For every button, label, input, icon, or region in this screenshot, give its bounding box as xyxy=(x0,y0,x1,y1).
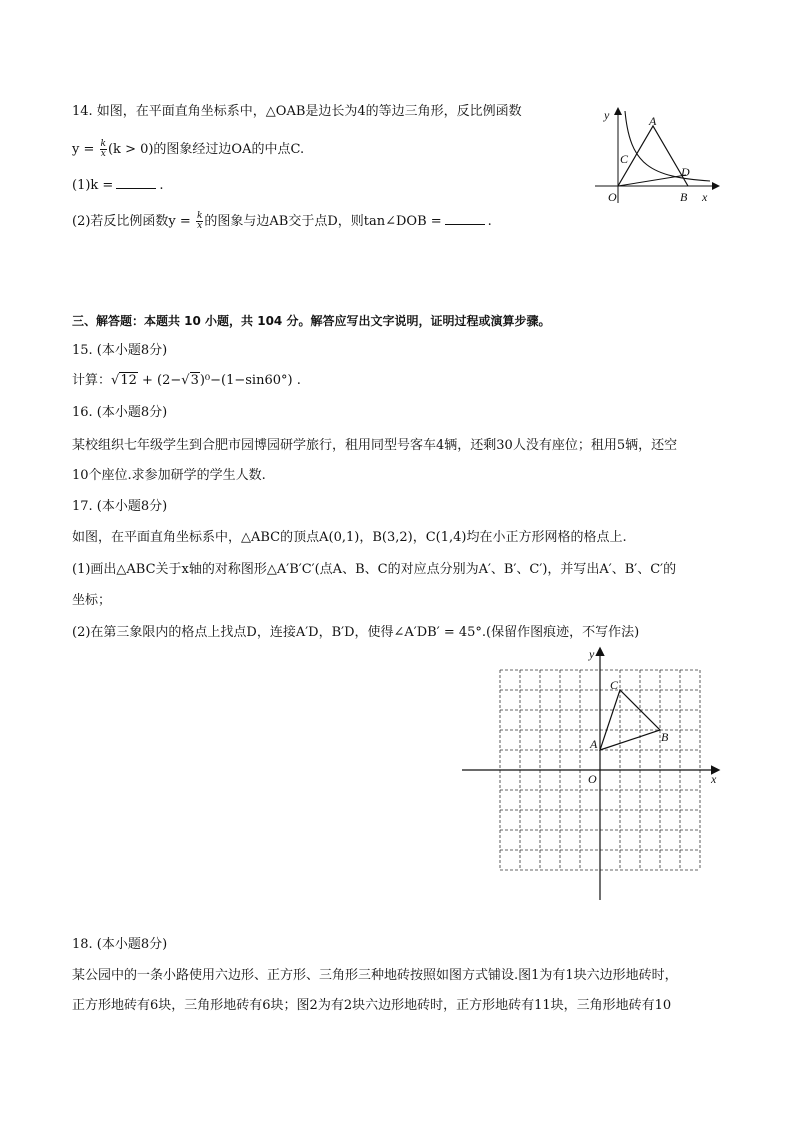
answer-blank-2[interactable] xyxy=(445,212,485,225)
q15-pre: 计算： xyxy=(72,373,112,388)
q17-label-b: B xyxy=(661,730,669,744)
q16-header: 16. (本小题8分) xyxy=(72,405,168,420)
q17-line2: (1)画出△ABC关于x轴的对称图形△A′B′C′(点A、B、C的对应点分别为A′、B′、C′)，并写出A′、B′、C′的 xyxy=(72,562,677,577)
q15-post: )⁰−(1−sin60°) . xyxy=(199,373,301,388)
q15-mid: + (2− xyxy=(137,373,182,388)
q14-frac2-num: k xyxy=(196,211,203,221)
q14-fraction-2 xyxy=(196,212,203,231)
q18-line1: 某公园中的一条小路使用六边形、正方形、三角形三种地砖按照如图方式铺设.图1为有1块六边形地砖时， xyxy=(72,968,678,983)
q14-hyperbola xyxy=(625,111,710,181)
q14-part2-post: 的图象与边AB交于点D，则tan∠DOB = xyxy=(204,214,442,229)
sqrt-symbol: √ xyxy=(111,373,120,388)
q14-part2 xyxy=(72,212,492,231)
q14-part2-pre: (2)若反比例函数y = xyxy=(72,214,191,229)
q14-label-a: A xyxy=(649,114,657,128)
q17-label-o: O xyxy=(588,772,597,786)
q18-header: 18. (本小题8分) xyxy=(72,937,168,952)
q15-radicand: 12 xyxy=(120,373,137,388)
q14-frac-den: x xyxy=(100,149,106,159)
q14-frac-num: k xyxy=(100,139,106,149)
q14-part1 xyxy=(72,176,163,195)
q14-part1-label: (1)k = xyxy=(72,178,114,193)
q17-label-x: x xyxy=(711,772,717,786)
q16-line1: 某校组织七年级学生到合肥市园博园研学旅行，租用同型号客车4辆，还剩30人没有座位；租用5辆，还空 xyxy=(72,438,678,453)
q14-label-c: C xyxy=(620,152,629,166)
q16-line2: 10个座位.求参加研学的学生人数. xyxy=(72,468,266,483)
q14-label-x: x xyxy=(702,190,708,204)
q17-line3: 坐标； xyxy=(72,593,112,608)
q14-part2-end: . xyxy=(487,214,492,229)
q15-header: 15. (本小题8分) xyxy=(72,343,168,358)
q14-label-y: y xyxy=(604,108,610,122)
q14-label-o: O xyxy=(608,190,617,204)
q17-label-c: C xyxy=(610,678,619,692)
section-3-heading: 三、解答题：本题共 10 小题，共 104 分。解答应写出文字说明，证明过程或演算步骤。 xyxy=(72,314,551,328)
q14-line1: 14. 如图，在平面直角坐标系中，△OAB是边长为4的等边三角形，反比例函数 xyxy=(72,104,522,119)
q14-od-segment xyxy=(618,175,686,186)
q14-y-eq: y = xyxy=(72,142,95,157)
q15-expression xyxy=(72,372,301,390)
q17-grid-figure xyxy=(458,645,728,903)
q17-label-y: y xyxy=(589,647,595,661)
q17-label-a: A xyxy=(590,737,598,751)
triangle-abc xyxy=(600,690,660,750)
q15-radicand-2: 3 xyxy=(190,373,199,388)
q14-label-d: D xyxy=(681,165,690,179)
q14-frac2-den: x xyxy=(197,221,203,231)
sqrt-symbol-2: √ xyxy=(181,373,190,388)
q17-line4: (2)在第三象限内的格点上找点D，连接A′D，B′D，使得∠A′DB′ = 45°.(保留作图痕迹，不写作法) xyxy=(72,625,640,640)
q17-header: 17. (本小题8分) xyxy=(72,499,168,514)
q17-line1: 如图，在平面直角坐标系中，△ABC的顶点A(0,1)，B(3,2)，C(1,4)均在小正方形网格的格点上. xyxy=(72,530,627,545)
q14-fraction xyxy=(100,140,107,159)
q14-line2 xyxy=(72,140,304,159)
q14-part1-end: . xyxy=(159,178,164,193)
q14-label-b: B xyxy=(680,190,688,204)
q14-figure xyxy=(590,105,725,205)
answer-blank-1[interactable] xyxy=(116,176,156,189)
q18-line2: 正方形地砖有6块，三角形地砖有6块；图2为有2块六边形地砖时，正方形地砖有11块，三角形地砖有10 xyxy=(72,998,672,1013)
q14-line2-rest: (k > 0)的图象经过边OA的中点C. xyxy=(107,142,305,157)
